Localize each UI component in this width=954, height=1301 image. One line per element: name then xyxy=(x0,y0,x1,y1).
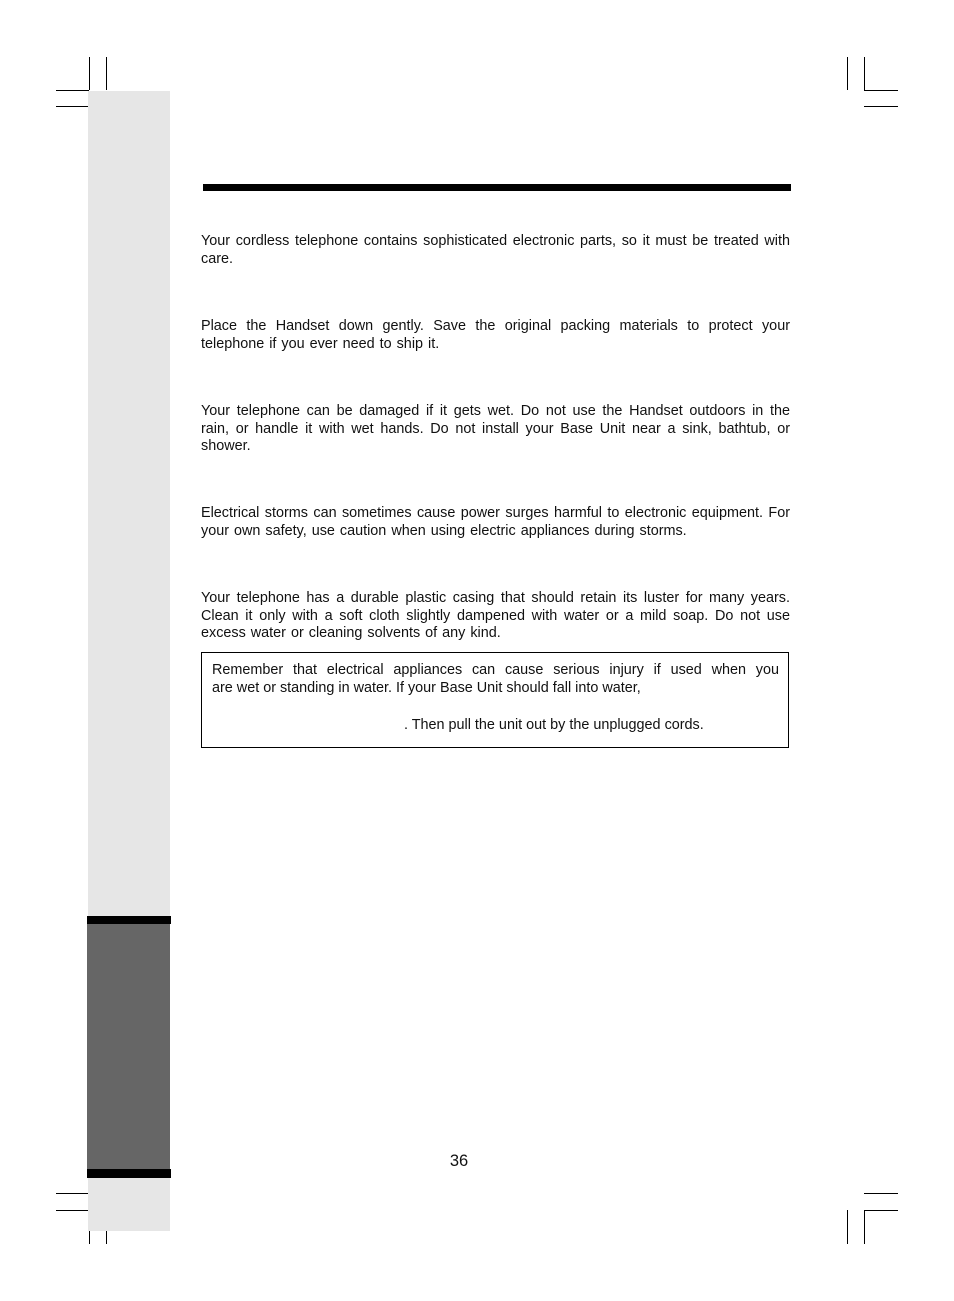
crop-mark xyxy=(56,106,89,107)
paragraph-storms: Electrical storms can sometimes cause power surges harmful to electronic equipment. For your own safety, use caution when using electric appliances during storms. xyxy=(201,505,790,539)
crop-mark xyxy=(864,106,898,107)
crop-mark xyxy=(56,1193,89,1194)
crop-mark xyxy=(106,57,107,90)
crop-mark xyxy=(847,1210,848,1244)
crop-mark xyxy=(864,90,898,91)
paragraph-handling: Place the Handset down gently. Save the original packing materials to protect your telephone if you ever need to ship it. xyxy=(201,318,790,352)
paragraph-intro: Your cordless telephone contains sophisticated electronic parts, so it must be treated with care. xyxy=(201,233,790,267)
side-tab-rule-bottom xyxy=(87,1169,171,1178)
crop-mark xyxy=(56,90,89,91)
crop-mark xyxy=(56,1210,89,1211)
crop-mark xyxy=(847,57,848,90)
crop-mark xyxy=(864,1210,865,1244)
warning-box xyxy=(201,652,789,748)
paragraph-cleaning: Your telephone has a durable plastic casing that should retain its luster for many years. Clean it only with a soft cloth slightly dampened with water or a mild soap. Do not use excess water or cleaning solvents of any kind. xyxy=(201,590,790,642)
paragraph-water: Your telephone can be damaged if it gets wet. Do not use the Handset outdoors in the rain, or handle it with wet hands. Do not install your Base Unit near a sink, bathtub, or shower. xyxy=(201,403,790,455)
warning-line-1: Remember that electrical appliances can cause serious injury if used when you xyxy=(212,662,779,678)
crop-mark xyxy=(864,1193,898,1194)
crop-mark xyxy=(864,57,865,90)
crop-mark xyxy=(864,1210,898,1211)
crop-mark xyxy=(89,57,90,90)
warning-line-3: . Then pull the unit out by the unplugged cords. xyxy=(404,717,704,733)
heading-rule xyxy=(203,184,791,191)
side-tab-rule-top xyxy=(87,916,171,924)
warning-line-2: are wet or standing in water. If your Base Unit should fall into water, xyxy=(212,680,641,696)
page-number: 36 xyxy=(449,1152,469,1170)
side-tab-section-marker xyxy=(87,921,170,1171)
